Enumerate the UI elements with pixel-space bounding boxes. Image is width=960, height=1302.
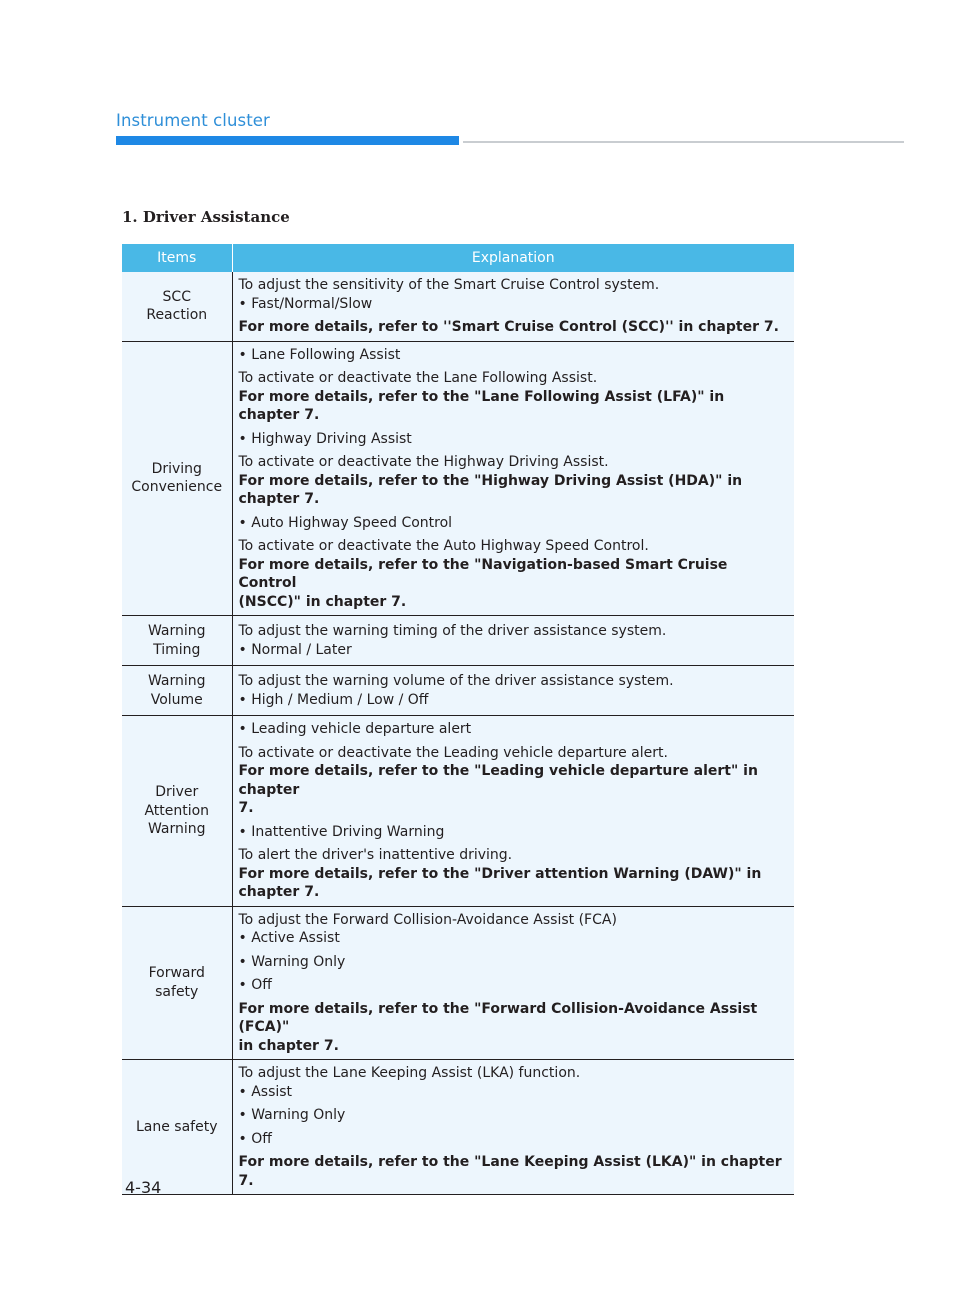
column-header-items: Items (122, 244, 232, 272)
explanation-line: To adjust the sensitivity of the Smart Cruise Control system. (238, 277, 660, 293)
item-name-line: Forward (148, 965, 205, 982)
chapter-reference: For more details, refer to the "Navigation-based Smart Cruise Control (238, 556, 728, 591)
table-row (122, 906, 794, 1060)
explanation-line: • Off (238, 977, 272, 993)
explanation-block (239, 430, 789, 449)
item-name-line: Attention (144, 802, 210, 819)
column-header-explanation: Explanation (232, 244, 794, 272)
explanation-block (239, 1106, 789, 1125)
explanation-line: • Inattentive Driving Warning (238, 823, 445, 840)
explanation-block (239, 1064, 789, 1101)
table-row (122, 341, 794, 616)
explanation-block (239, 823, 789, 842)
item-name-line: SCC (162, 288, 191, 305)
chapter-reference: For more details, refer to the "Leading vehicle departure alert" in chapter (238, 763, 758, 798)
driver-assistance-table (122, 244, 794, 1195)
item-name-line: Warning (147, 821, 206, 837)
header-rule-accent (116, 136, 459, 145)
setting-explanation (232, 666, 794, 716)
explanation-block (239, 276, 789, 313)
explanation-block (239, 953, 789, 972)
running-title: Instrument cluster (116, 111, 270, 130)
item-name-line: Warning (147, 623, 206, 639)
explanation-line: • High / Medium / Low / Off (238, 691, 429, 708)
explanation-line: To alert the driver's inattentive driving. (238, 847, 513, 863)
explanation-block (239, 672, 789, 709)
explanation-block (239, 1130, 789, 1149)
explanation-line: To activate or deactivate the Leading vehicle departure alert. (238, 744, 668, 761)
explanation-block (239, 846, 789, 902)
setting-item-name (122, 716, 232, 907)
chapter-reference: For more details, refer to the "Forward Collision-Avoidance Assist (FCA)" (238, 1000, 758, 1035)
explanation-block (239, 453, 789, 509)
explanation-block (239, 911, 789, 948)
chapter-reference: (NSCC)" in chapter 7. (238, 593, 407, 610)
explanation-line: To adjust the Forward Collision-Avoidance Assist (FCA) (238, 911, 617, 928)
explanation-block (239, 514, 789, 533)
explanation-line: To activate or deactivate the Lane Following Assist. (238, 370, 598, 386)
explanation-line: • Off (238, 1130, 272, 1147)
chapter-reference: chapter 7. (238, 884, 320, 900)
table-header-row (122, 244, 794, 272)
item-name-line: Driving (151, 460, 202, 477)
chapter-reference: 7. (238, 800, 254, 816)
explanation-block (239, 1153, 789, 1190)
setting-explanation (232, 1060, 794, 1195)
setting-item-name (122, 906, 232, 1060)
setting-explanation (232, 716, 794, 907)
table-row (122, 272, 794, 341)
chapter-reference: For more details, refer to ''Smart Cruise Control (SCC)'' in chapter 7. (238, 319, 779, 335)
explanation-line: • Assist (238, 1083, 293, 1100)
explanation-line: • Leading vehicle departure alert (238, 721, 472, 737)
table-row (122, 616, 794, 666)
explanation-block (239, 537, 789, 611)
explanation-line: • Fast/Normal/Slow (238, 295, 373, 312)
chapter-reference: For more details, refer to the "Driver attention Warning (DAW)" in (238, 865, 762, 882)
section-title: 1. Driver Assistance (122, 208, 290, 226)
explanation-block (239, 976, 789, 995)
explanation-line: • Warning Only (238, 1107, 346, 1123)
explanation-line: • Lane Following Assist (238, 346, 401, 363)
setting-item-name (122, 341, 232, 616)
item-name-line: Volume (150, 691, 203, 708)
header-rule (463, 141, 904, 143)
item-name-line: Timing (153, 641, 201, 658)
table-row (122, 1060, 794, 1195)
chapter-reference: For more details, refer to the "Lane Keeping Assist (LKA)" in chapter 7. (238, 1154, 782, 1189)
page-number: 4-34 (125, 1178, 162, 1197)
setting-item-name (122, 666, 232, 716)
item-name-line: Driver (155, 784, 199, 800)
table-row (122, 666, 794, 716)
chapter-reference: For more details, refer to the "Lane Following Assist (LFA)" in chapter 7. (238, 388, 725, 423)
setting-explanation (232, 616, 794, 666)
explanation-line: To adjust the Lane Keeping Assist (LKA) function. (238, 1065, 581, 1081)
explanation-block (239, 369, 789, 425)
setting-explanation (232, 906, 794, 1060)
explanation-block (239, 346, 789, 365)
setting-explanation (232, 341, 794, 616)
table-body (122, 272, 794, 1195)
explanation-line: • Warning Only (238, 953, 346, 970)
item-name-line: Warning (147, 673, 206, 689)
table-row (122, 716, 794, 907)
explanation-line: To activate or deactivate the Highway Driving Assist. (238, 454, 609, 470)
item-name-line: Reaction (146, 307, 208, 324)
explanation-line: • Auto Highway Speed Control (238, 514, 453, 531)
explanation-line: • Active Assist (238, 930, 340, 946)
setting-item-name (122, 272, 232, 341)
explanation-line: • Highway Driving Assist (238, 430, 412, 447)
explanation-line: To adjust the warning volume of the driver assistance system. (238, 673, 674, 689)
setting-explanation (232, 272, 794, 341)
item-name-line: Convenience (131, 479, 223, 496)
explanation-line: To activate or deactivate the Auto Highway Speed Control. (238, 538, 649, 554)
explanation-block (239, 744, 789, 818)
explanation-block (239, 318, 789, 337)
item-name-line: Lane safety (135, 1118, 218, 1135)
chapter-reference: in chapter 7. (238, 1037, 339, 1054)
item-name-line: safety (155, 983, 199, 1000)
explanation-line: To adjust the warning timing of the driver assistance system. (238, 623, 667, 639)
explanation-line: • Normal / Later (238, 641, 352, 658)
explanation-block (239, 720, 789, 739)
setting-item-name (122, 1060, 232, 1195)
explanation-block (239, 1000, 789, 1056)
setting-item-name (122, 616, 232, 666)
chapter-reference: For more details, refer to the "Highway Driving Assist (HDA)" in chapter 7. (238, 472, 743, 507)
explanation-block (239, 622, 789, 659)
